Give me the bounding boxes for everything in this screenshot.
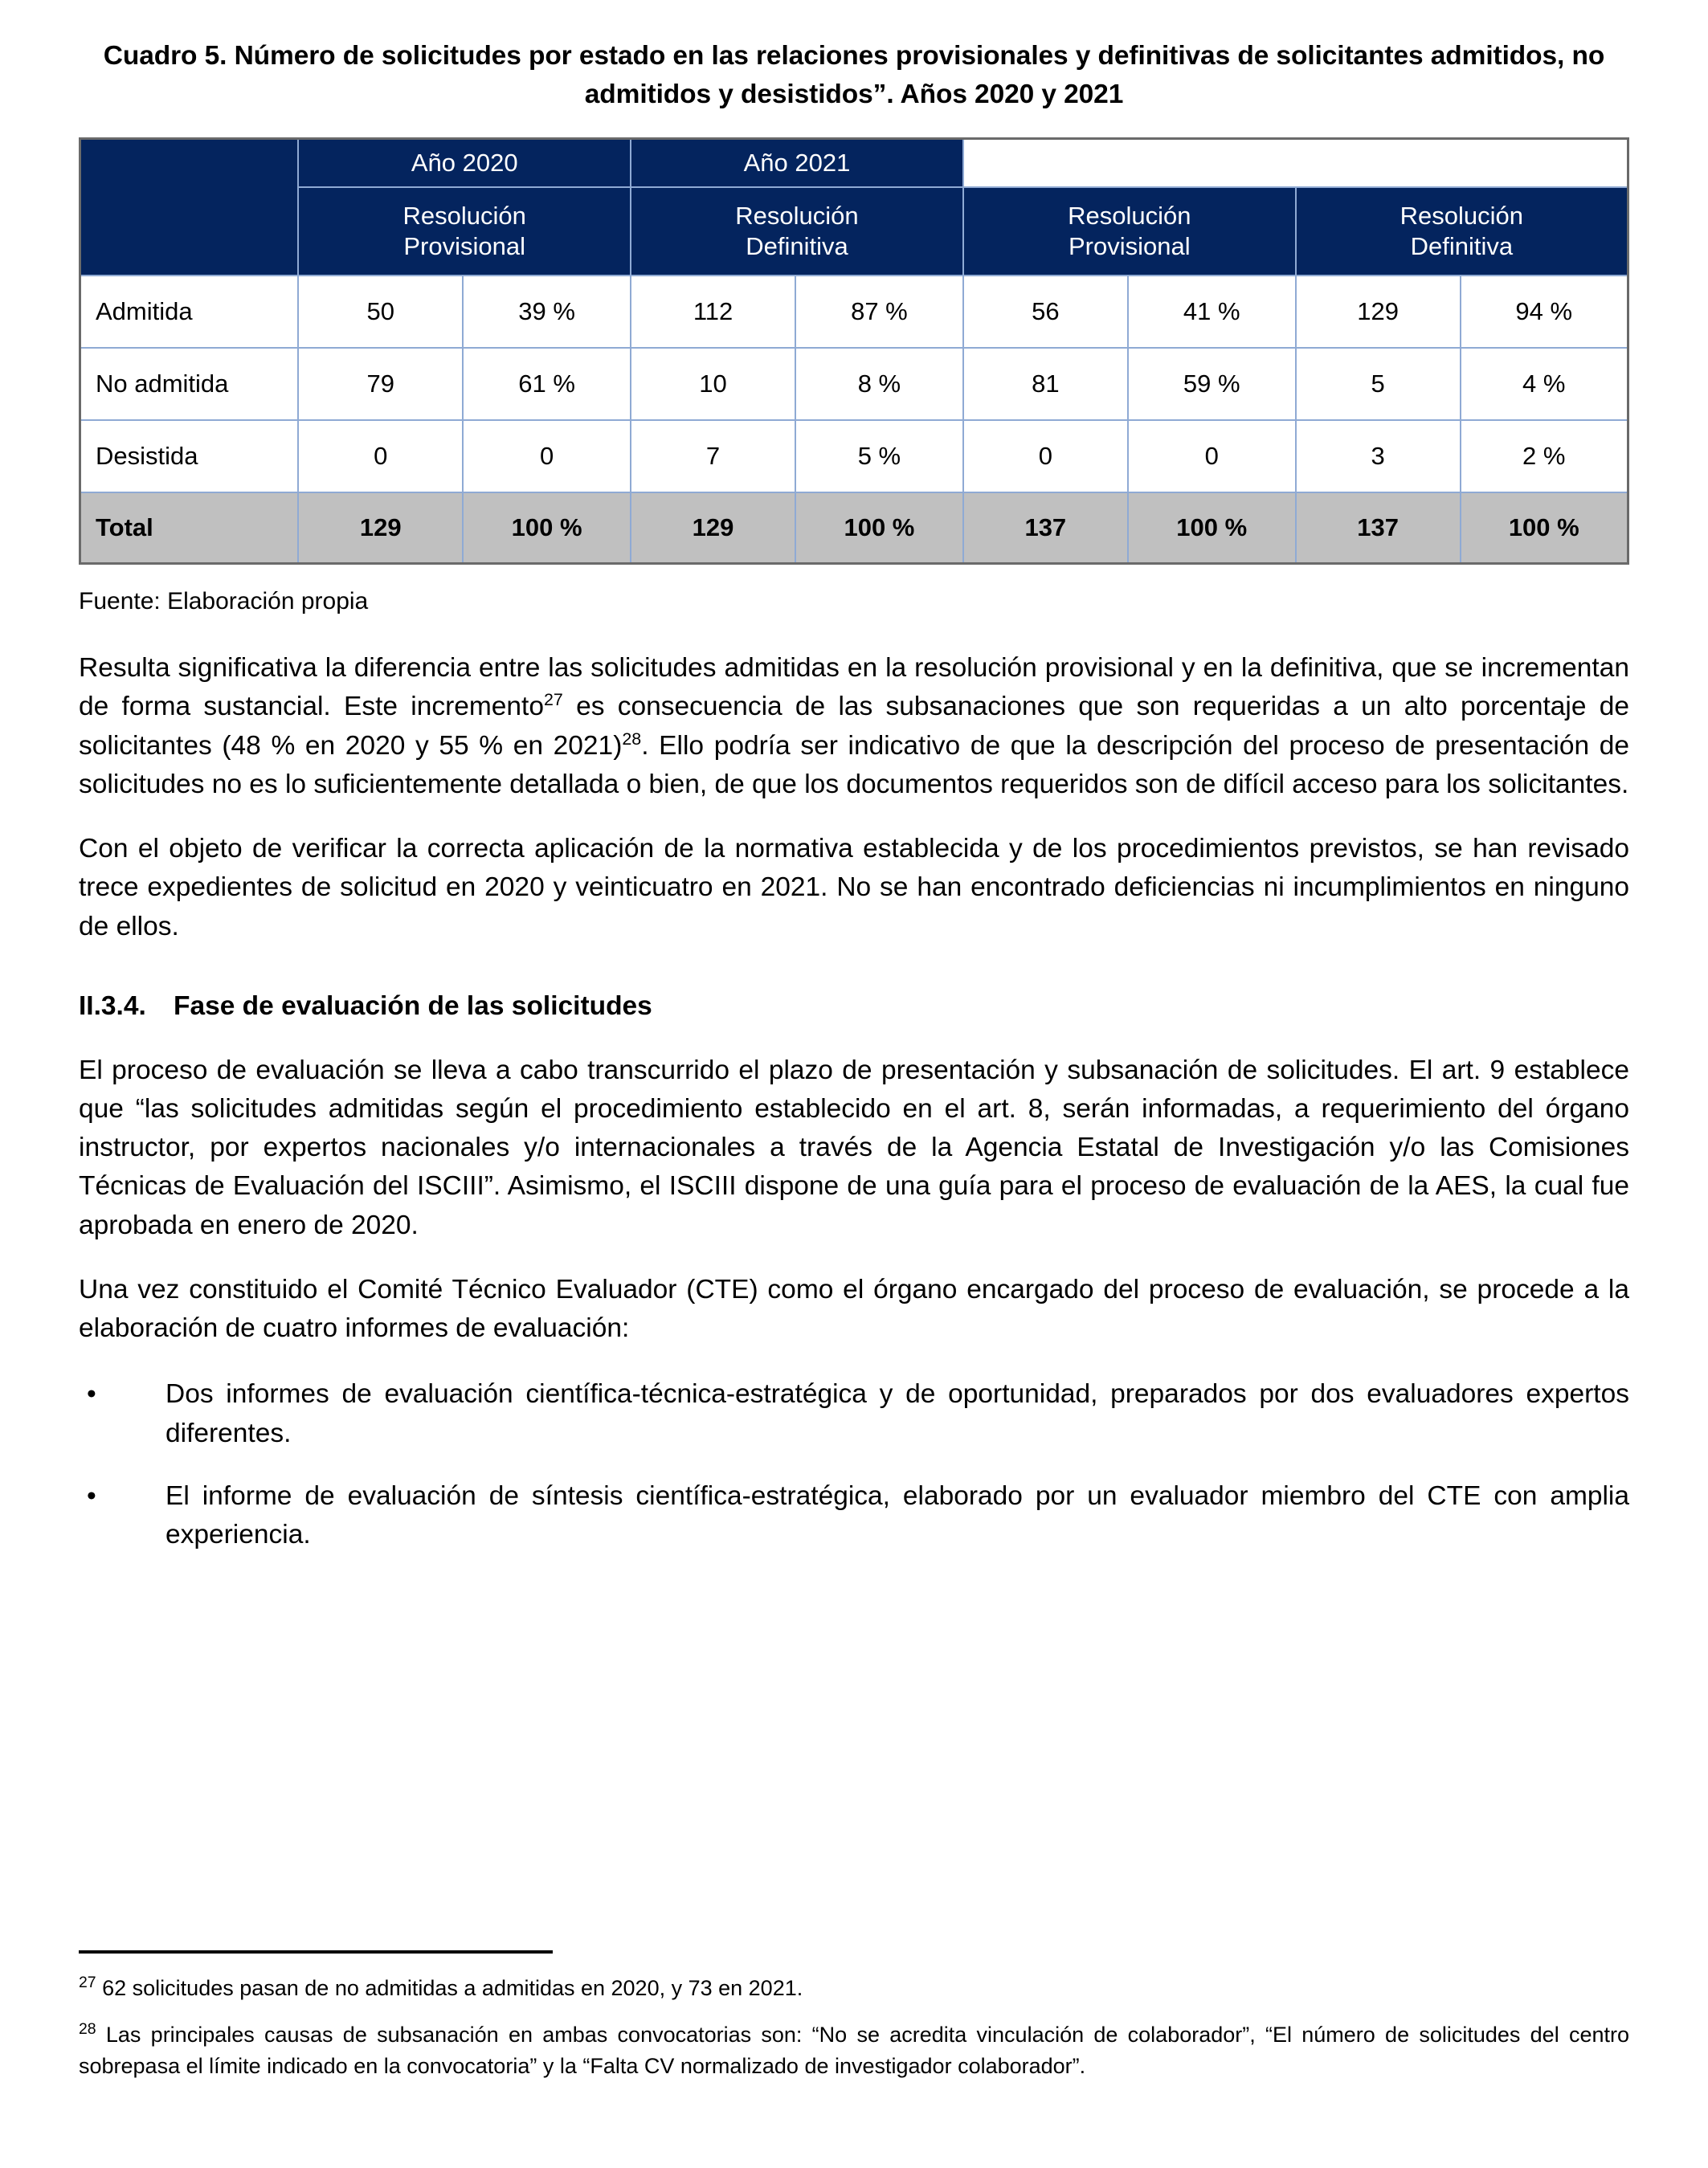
cell: 39 % (463, 276, 631, 348)
subheader-line1: Resolución (735, 202, 859, 231)
footnote-27 (79, 1973, 1629, 2003)
body-content (0, 649, 1708, 1554)
subheader-2021-provisional (963, 187, 1296, 276)
cell: 100 % (1128, 492, 1296, 564)
cell: 56 (963, 276, 1128, 348)
list-item (79, 1375, 1629, 1452)
row-label-no-admitida: No admitida (80, 348, 299, 420)
cell: 112 (631, 276, 795, 348)
cell: 0 (963, 420, 1128, 492)
section-heading-ii-3-4 (79, 988, 1629, 1026)
subheader-line1: Resolución (1399, 202, 1524, 231)
cell: 0 (463, 420, 631, 492)
footnote-marker-27: 27 (79, 1974, 96, 1991)
footnote-separator (79, 1950, 553, 1954)
table-head-row-years (80, 139, 1628, 188)
table-row (80, 276, 1628, 348)
subheader-2021-definitiva (1296, 187, 1628, 276)
list-item-text: Dos informes de evaluación científica-técnica-estratégica y de oportunidad, preparados por dos evaluadores expertos diferentes. (165, 1379, 1629, 1448)
cell: 100 % (1461, 492, 1628, 564)
subheader-2020-definitiva (631, 187, 963, 276)
cell: 137 (1296, 492, 1461, 564)
footnotes-area (79, 1950, 1629, 2097)
cell: 79 (298, 348, 463, 420)
cell: 100 % (463, 492, 631, 564)
table-row (80, 348, 1628, 420)
row-label-admitida: Admitida (80, 276, 299, 348)
cell: 3 (1296, 420, 1461, 492)
cell: 0 (1128, 420, 1296, 492)
cell: 5 (1296, 348, 1461, 420)
subheader-2020-provisional (298, 187, 631, 276)
row-label-desistida: Desistida (80, 420, 299, 492)
cell: 137 (963, 492, 1128, 564)
paragraph-1-part-b: es consecuencia de las subsanaciones que son requeridas a un alto porcentaje de solicitantes (48 % en 2020 y 55 % en 2021) (79, 692, 1629, 761)
year-group-header-2020: Año 2020 (298, 139, 631, 188)
table-row-total (80, 492, 1628, 564)
subheader-line2: Definitiva (1410, 232, 1514, 261)
footnote-marker-28: 28 (79, 2020, 96, 2039)
table-caption-title: Cuadro 5. Número de solicitudes por estado en las relaciones provisionales y definitivas de solicitantes admitidos, no admitidos y desistidos”. Años 2020 y 2021 (103, 41, 1605, 109)
cell: 100 % (795, 492, 963, 564)
cell: 10 (631, 348, 795, 420)
footnote-ref-27[interactable]: 27 (544, 690, 563, 710)
section-title: Fase de evaluación de las solicitudes (174, 990, 652, 1021)
solicitudes-table (79, 137, 1629, 565)
paragraph-1-part-c: . Ello podría ser indicativo de que la descripción del proceso de presentación de solicitudes no es lo suficientemente detallada o bien, de que los documentos requeridos son de difícil acceso para los solicitantes. (79, 730, 1629, 799)
paragraph-3: El proceso de evaluación se lleva a cabo transcurrido el plazo de presentación y subsanación de solicitudes. El art. 9 establece que “las solicitudes admitidas según el procedimiento establecido en el art. 8, serán informadas, a requerimiento del órgano instructor, por expertos nacionales y/o internacionales a través de la Agencia Estatal de Investigación y/o las Comisiones Técnicas de Evaluación del ISCIII”. Asimismo, el ISCIII dispone de una guía para el proceso de evaluación de la AES, la cual fue aprobada en enero de 2020. (79, 1055, 1629, 1240)
subheader-line2: Definitiva (746, 232, 848, 261)
table-head-row-resolutions (80, 187, 1628, 276)
bullet-icon: • (87, 1480, 96, 1511)
footnote-27-text: 62 solicitudes pasan de no admitidas a admitidas en 2020, y 73 en 2021. (96, 1976, 803, 2000)
cell: 87 % (795, 276, 963, 348)
bullet-list (79, 1375, 1629, 1554)
table-head (80, 139, 1628, 276)
table-corner-cell (80, 139, 299, 276)
list-item-text: El informe de evaluación de síntesis científica-estratégica, elaborado por un evaluador miembro del CTE con amplia experiencia. (165, 1480, 1629, 1549)
cell: 5 % (795, 420, 963, 492)
bullet-icon: • (87, 1379, 96, 1410)
cell: 129 (1296, 276, 1461, 348)
subheader-line2: Provisional (403, 232, 525, 261)
paragraph-1-part-a: Resulta significativa la diferencia entre las solicitudes admitidas en la resolución provisional y en la definitiva, que se incrementan de forma sustancial. Este incremento (79, 653, 1629, 722)
cell: 129 (298, 492, 463, 564)
footnote-28-text: Las principales causas de subsanación en ambas convocatorias son: “No se acredita vinculación de colaborador”, “El número de solicitudes del centro sobrepasa el límite indicado en la convocatoria” y la “Falta CV normalizado de investigador colaborador”. (79, 2023, 1629, 2078)
list-item (79, 1477, 1629, 1554)
cell: 50 (298, 276, 463, 348)
table-container (0, 113, 1708, 565)
paragraph-1 (79, 649, 1629, 804)
cell: 59 % (1128, 348, 1296, 420)
footnote-ref-28[interactable]: 28 (622, 729, 642, 749)
cell: 0 (298, 420, 463, 492)
table-body (80, 276, 1628, 564)
row-label-total: Total (80, 492, 299, 564)
cell: 4 % (1461, 348, 1628, 420)
cell: 94 % (1461, 276, 1628, 348)
cell: 129 (631, 492, 795, 564)
subheader-line1: Resolución (402, 202, 526, 231)
cell: 61 % (463, 348, 631, 420)
cell: 41 % (1128, 276, 1296, 348)
table-row (80, 420, 1628, 492)
cell: 2 % (1461, 420, 1628, 492)
cell: 81 (963, 348, 1128, 420)
paragraph-4: Una vez constituido el Comité Técnico Evaluador (CTE) como el órgano encargado del proceso de evaluación, se procede a la elaboración de cuatro informes de evaluación: (79, 1274, 1629, 1344)
year-group-header-2021: Año 2021 (631, 139, 963, 188)
paragraph-2: Con el objeto de verificar la correcta aplicación de la normativa establecida y de los procedimientos previstos, se han revisado trece expedientes de solicitud en 2020 y veinticuatro en 2021. No se han encontrado deficiencias ni incumplimientos en ninguno de ellos. (79, 834, 1629, 941)
subheader-line1: Resolución (1068, 202, 1191, 231)
section-number: II.3.4. (79, 990, 146, 1021)
source-note: Fuente: Elaboración propia (79, 588, 369, 615)
footnote-28 (79, 2019, 1629, 2081)
cell: 8 % (795, 348, 963, 420)
subheader-line2: Provisional (1068, 232, 1191, 261)
cell: 7 (631, 420, 795, 492)
